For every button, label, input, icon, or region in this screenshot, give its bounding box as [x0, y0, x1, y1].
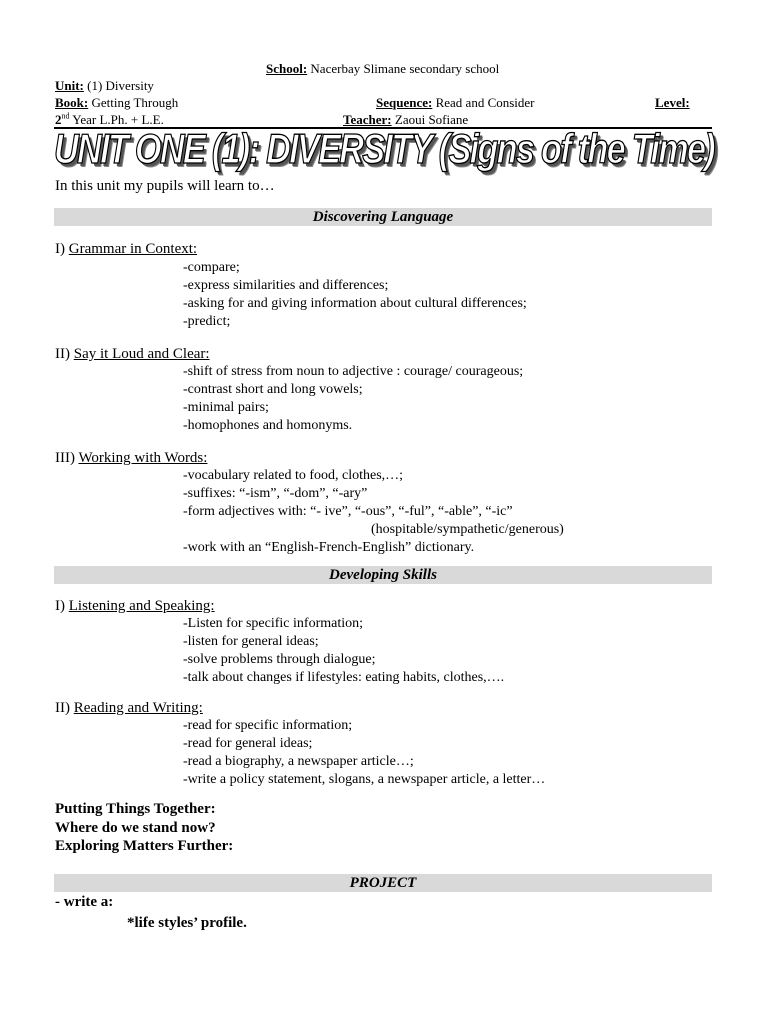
list-item: -read for general ideas;	[183, 736, 313, 751]
list-item: -predict;	[183, 314, 231, 329]
words-heading	[55, 450, 207, 467]
putting-together: Putting Things Together:	[55, 801, 216, 817]
section-developing-skills: Developing Skills	[54, 566, 712, 584]
list-item: -read for specific information;	[183, 718, 353, 733]
list-item: -form adjectives with: “- ive”, “-ous”, “-ful”, “-able”, “-ic”	[183, 504, 513, 519]
words-title: Working with Words:	[78, 450, 208, 466]
list-item: -shift of stress from noun to adjective : courage/ courageous;	[183, 364, 524, 379]
unit-label: Unit:	[55, 78, 84, 93]
year-number: 2	[55, 112, 62, 127]
sequence-value: Read and Consider	[435, 95, 535, 110]
words-number: III)	[55, 450, 75, 466]
sequence-line	[376, 95, 535, 111]
section-project: PROJECT	[54, 874, 712, 892]
grammar-heading	[55, 241, 197, 258]
reading-heading	[55, 700, 203, 717]
list-item: -suffixes: “-ism”, “-dom”, “-ary”	[183, 486, 368, 501]
listening-number: I)	[55, 598, 65, 614]
say-heading	[55, 346, 210, 363]
grammar-title: Grammar in Context:	[68, 241, 198, 257]
book-value: Getting Through	[91, 95, 179, 110]
list-item: -work with an “English-French-English” dictionary.	[183, 540, 475, 555]
project-write: - write a:	[55, 894, 114, 910]
list-item: -listen for general ideas;	[183, 634, 319, 649]
list-item: (hospitable/sympathetic/generous)	[371, 522, 564, 537]
teacher-value: Zaoui Sofiane	[394, 112, 469, 127]
list-item: -read a biography, a newspaper article…;	[183, 754, 414, 769]
unit-title: UNIT ONE (1): DIVERSITY (Signs of the Time)	[54, 126, 714, 173]
list-item: -asking for and giving information about cultural differences;	[183, 296, 527, 311]
grammar-number: I)	[55, 241, 65, 257]
list-item: -express similarities and differences;	[183, 278, 389, 293]
section-discovering-language: Discovering Language	[54, 208, 712, 226]
unit-value: (1) Diversity	[87, 78, 154, 93]
book-label: Book:	[55, 95, 89, 110]
school-value: Nacerbay Slimane secondary school	[310, 61, 500, 76]
list-item: -solve problems through dialogue;	[183, 652, 376, 667]
school-line	[266, 61, 499, 77]
say-title: Say it Loud and Clear:	[73, 346, 210, 362]
list-item: -contrast short and long vowels;	[183, 382, 363, 397]
listening-heading	[55, 598, 215, 615]
list-item: -talk about changes if lifestyles: eating habits, clothes,….	[183, 670, 505, 685]
sequence-label: Sequence:	[376, 95, 433, 110]
project-item: *life styles’ profile.	[127, 915, 247, 931]
reading-number: II)	[55, 700, 70, 716]
year-value: Year L.Ph. + L.E.	[72, 112, 164, 127]
unit-line	[55, 78, 154, 94]
list-item: -vocabulary related to food, clothes,…;	[183, 468, 404, 483]
level-label: Level:	[655, 95, 690, 110]
intro-text: In this unit my pupils will learn to…	[55, 178, 275, 194]
school-label: School:	[266, 61, 308, 76]
list-item: -homophones and homonyms.	[183, 418, 353, 433]
teacher-label: Teacher:	[343, 112, 392, 127]
list-item: -Listen for specific information;	[183, 616, 363, 631]
year-superscript: nd	[61, 111, 70, 121]
listening-title: Listening and Speaking:	[68, 598, 215, 614]
where-we-stand: Where do we stand now?	[55, 820, 216, 836]
list-item: -minimal pairs;	[183, 400, 269, 415]
book-line	[55, 95, 178, 111]
list-item: -write a policy statement, slogans, a newspaper article, a letter…	[183, 772, 546, 787]
exploring-further: Exploring Matters Further:	[55, 838, 234, 854]
say-number: II)	[55, 346, 70, 362]
list-item: -compare;	[183, 260, 240, 275]
reading-title: Reading and Writing:	[73, 700, 203, 716]
